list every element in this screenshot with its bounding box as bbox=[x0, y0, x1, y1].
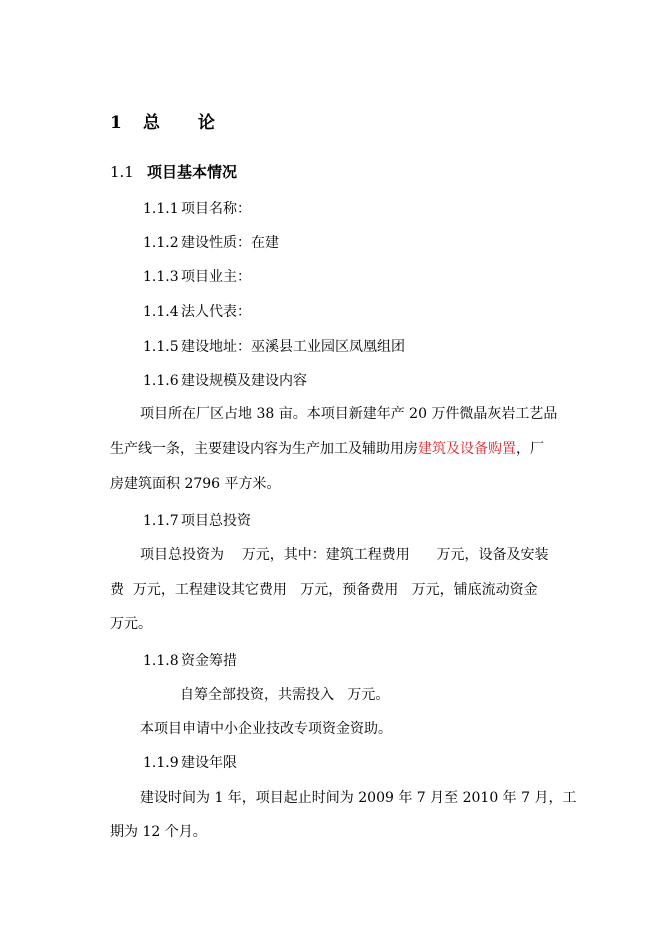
item-text: 建设年限 bbox=[181, 755, 237, 771]
chapter-heading bbox=[110, 108, 231, 133]
section-title: 项目基本情况 bbox=[147, 163, 238, 181]
scale-paragraph-line-3: 房建筑面积 2796 平方米。 bbox=[110, 476, 281, 492]
section-number: 1.1 bbox=[110, 163, 134, 181]
item-text: 项目名称： bbox=[181, 201, 251, 217]
item-text: 建设地址：巫溪县工业园区凤凰组团 bbox=[181, 339, 405, 355]
item-number: 1.1.6 bbox=[143, 373, 179, 389]
item-construction-address bbox=[143, 336, 405, 356]
item-text: 项目总投资 bbox=[181, 513, 251, 529]
item-total-investment bbox=[143, 510, 251, 530]
item-funding bbox=[143, 650, 237, 670]
item-construction-period bbox=[143, 752, 237, 772]
item-text: 建设性质：在建 bbox=[181, 235, 279, 251]
item-number: 1.1.7 bbox=[143, 513, 179, 529]
scale-text: 生产线一条，主要建设内容为生产加工及辅助用房 bbox=[110, 441, 418, 457]
investment-line-2: 费 万元，工程建设其它费用 万元，预备费用 万元，铺底流动资金 bbox=[110, 582, 538, 598]
item-legal-representative bbox=[143, 301, 251, 321]
item-number: 1.1.9 bbox=[143, 755, 179, 771]
item-construction-nature bbox=[143, 232, 279, 252]
item-project-name bbox=[143, 198, 251, 218]
highlighted-text: 建筑及设备购置 bbox=[418, 441, 516, 457]
funding-line-2: 本项目申请中小企业技改专项资金资助。 bbox=[140, 721, 392, 737]
item-text: 建设规模及建设内容 bbox=[181, 373, 307, 389]
item-number: 1.1.8 bbox=[143, 653, 179, 669]
item-text: 法人代表： bbox=[181, 304, 251, 320]
period-line-1: 建设时间为 1 年，项目起止时间为 2009 年 7 月至 2010 年 7 月，工 bbox=[140, 790, 577, 806]
item-number: 1.1.1 bbox=[143, 201, 179, 217]
item-text: 项目业主： bbox=[181, 269, 251, 285]
item-number: 1.1.3 bbox=[143, 269, 179, 285]
scale-paragraph-line-2 bbox=[110, 438, 544, 458]
funding-line-1: 自筹全部投资，共需投入 万元。 bbox=[180, 687, 390, 703]
item-number: 1.1.4 bbox=[143, 304, 179, 320]
item-number: 1.1.2 bbox=[143, 235, 179, 251]
section-heading bbox=[110, 161, 237, 182]
chapter-number: 1 bbox=[110, 113, 122, 133]
item-project-owner bbox=[143, 266, 251, 286]
period-line-2: 期为 12 个月。 bbox=[110, 824, 207, 840]
chapter-title: 总 论 bbox=[143, 113, 231, 133]
investment-line-3: 万元。 bbox=[110, 616, 152, 632]
item-number: 1.1.5 bbox=[143, 339, 179, 355]
item-construction-scale bbox=[143, 370, 307, 390]
scale-text-end: ，厂 bbox=[516, 441, 544, 457]
item-text: 资金筹措 bbox=[181, 653, 237, 669]
scale-paragraph-line-1: 项目所在厂区占地 38 亩。本项目新建年产 20 万件微晶灰岩工艺品 bbox=[140, 406, 558, 422]
investment-line-1: 项目总投资为 万元，其中：建筑工程费用 万元，设备及安装 bbox=[140, 547, 549, 563]
